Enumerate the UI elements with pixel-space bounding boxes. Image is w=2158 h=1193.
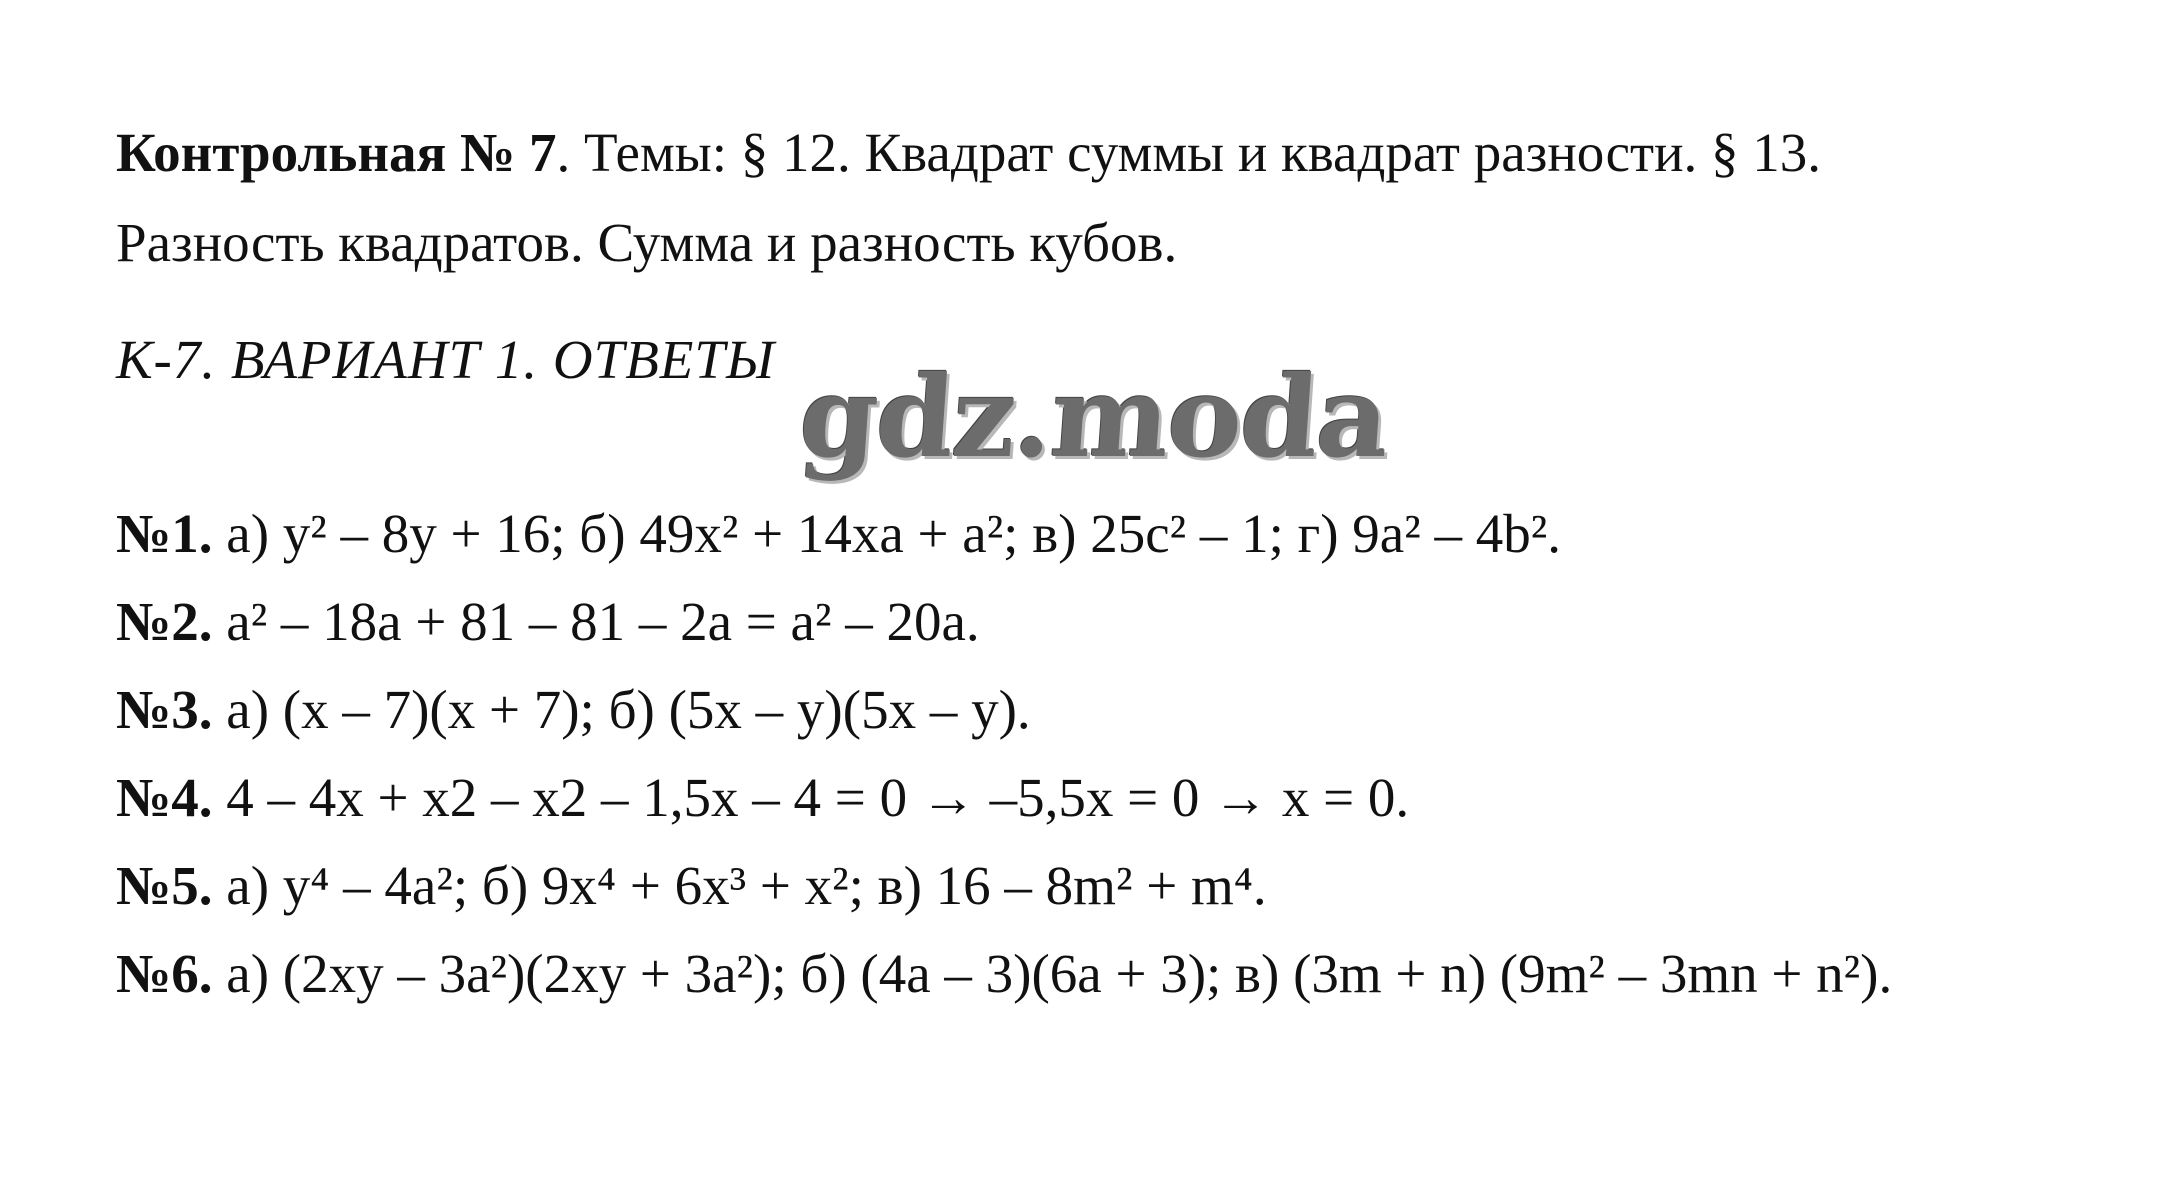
answer-row-1 (116, 490, 2096, 578)
answer-number: №6. (116, 943, 213, 1004)
answer-text: а) (x – 7)(x + 7); б) (5x – y)(5x – y). (212, 679, 1031, 740)
answers-list (116, 490, 2096, 1018)
answer-number: №4. (116, 767, 213, 828)
answer-row-5 (116, 842, 2096, 930)
answer-text: a² – 18a + 81 – 81 – 2a = a² – 20a. (212, 591, 980, 652)
test-header (116, 108, 2056, 288)
watermark-logo: gdz.moda (795, 352, 1392, 483)
answer-row-3 (116, 666, 2096, 754)
answer-row-4 (116, 754, 2096, 842)
header-line-1 (116, 108, 2056, 198)
answer-text: а) y² – 8y + 16; б) 49x² + 14xa + a²; в) 25c² – 1; г) 9a² – 4b². (212, 503, 1561, 564)
answer-number: №5. (116, 855, 213, 916)
answer-row-2 (116, 578, 2096, 666)
answer-text: а) y⁴ – 4a²; б) 9x⁴ + 6x³ + x²; в) 16 – 8m² + m⁴. (212, 855, 1267, 916)
answer-text: 4 – 4x + x2 – x2 – 1,5x – 4 = 0 → –5,5x = 0 → x = 0. (212, 767, 1410, 828)
topics-text: . Темы: § 12. Квадрат суммы и квадрат разности. § 13. (556, 122, 1822, 183)
test-title: Контрольная № 7 (116, 122, 557, 183)
answer-text: а) (2xy – 3a²)(2xy + 3a²); б) (4a – 3)(6a + 3); в) (3m + n) (9m² – 3mn + n²). (212, 943, 1893, 1004)
answer-number: №3. (116, 679, 213, 740)
header-line-2: Разность квадратов. Сумма и разность кубов. (116, 212, 1178, 273)
answer-row-6 (116, 930, 2096, 1018)
answer-number: №2. (116, 591, 213, 652)
answer-number: №1. (116, 503, 213, 564)
variant-title: К-7. ВАРИАНТ 1. ОТВЕТЫ (116, 329, 775, 390)
